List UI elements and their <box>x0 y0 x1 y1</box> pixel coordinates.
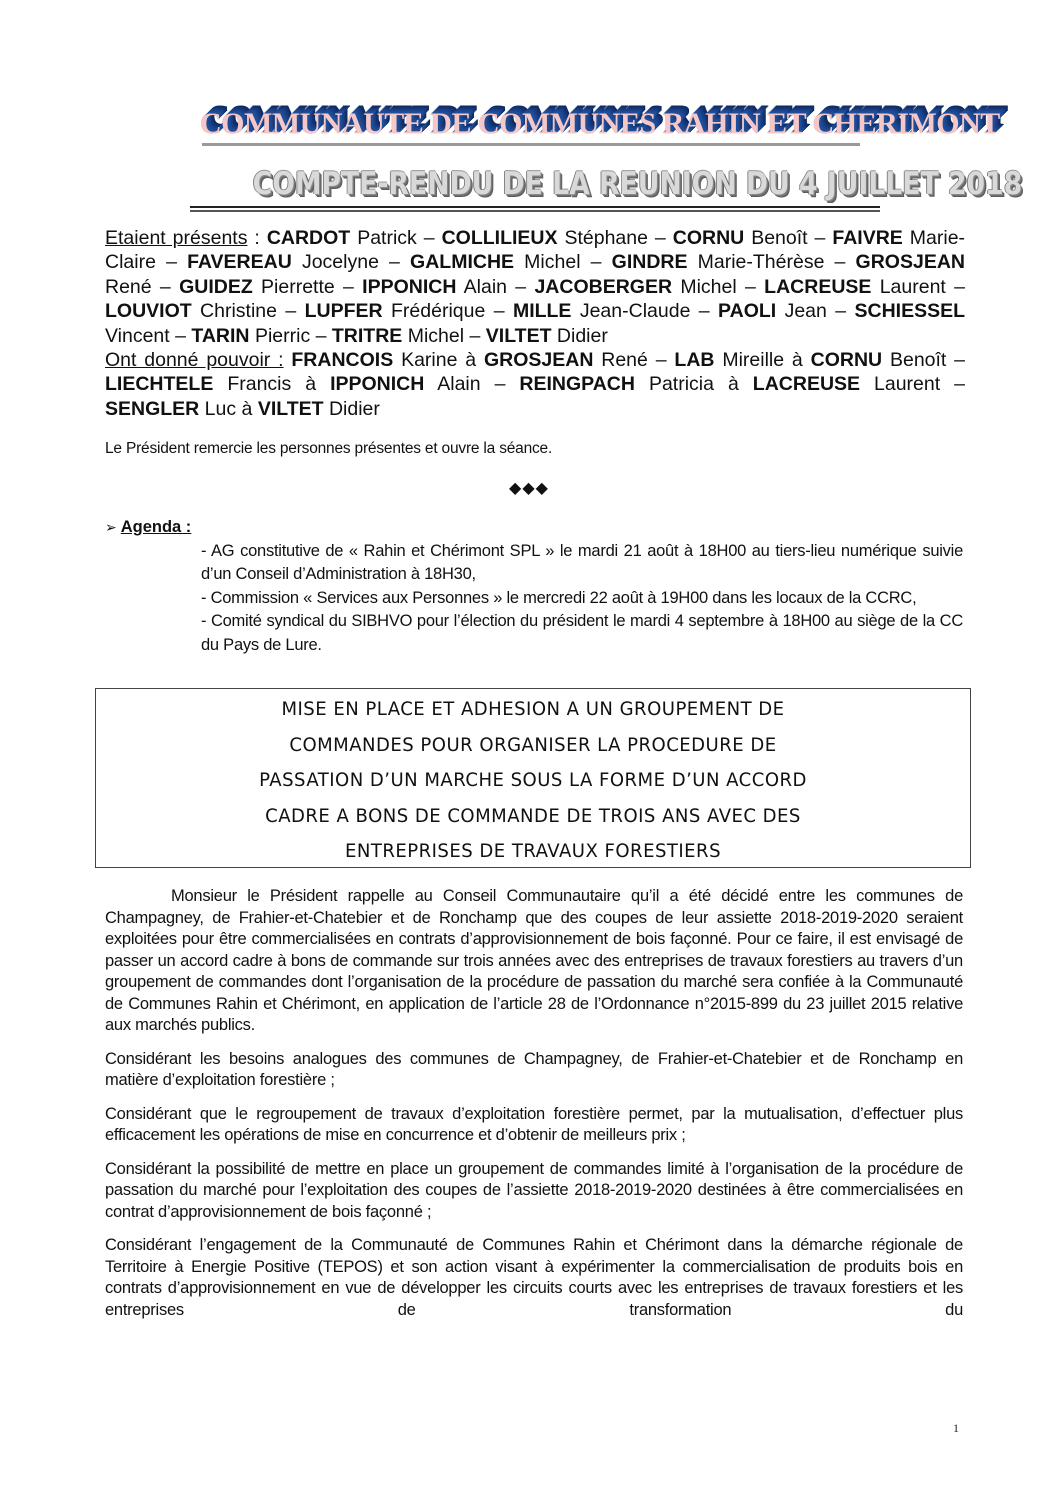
member-last-name: COLLILIEUX <box>441 227 558 249</box>
member-first-name: Patrick <box>350 227 417 249</box>
agenda-label: Agenda : <box>120 518 192 536</box>
body-paragraph: Considérant l’engagement de la Communauté de Communes Rahin et Chérimont dans la démarche régionale de Territoire à Energie Positive (TEPOS) et son action visant à expérimenter la commercialisation de produits bois en contrats d’approvisionnement en vue de développer les circuits courts avec les entreprises de travaux forestiers et les entreprises de transformation du <box>105 1236 963 1319</box>
deliberation-body <box>105 886 963 1333</box>
proxy-label: Ont donné pouvoir : <box>105 349 284 372</box>
agenda-item: - Comité syndical du SIBHVO pour l’élection du président le mardi 4 septembre à 18H00 au siège de la CC du Pays de Lure. <box>201 612 963 654</box>
member-last-name: LOUVIOT <box>105 300 192 323</box>
opening-statement: Le Président remercie les personnes présentes et ouvre la séance. <box>105 440 553 457</box>
attendance-section <box>105 226 965 421</box>
proxy-holder-first-name: Laurent <box>860 373 941 396</box>
member-first-name: Stéphane <box>557 227 648 249</box>
proxy-holder-last-name: IPPONICH <box>330 373 425 396</box>
member-first-name: Marie-Thérèse <box>687 251 825 274</box>
topic-heading-box <box>95 688 971 868</box>
agenda-item: - AG constitutive de « Rahin et Chérimont SPL » le mardi 21 août à 18H00 au tiers-lieu numérique suivie d’un Conseil d’Administration à 18H30, <box>201 541 963 583</box>
member-last-name: LUPFER <box>304 300 383 323</box>
agenda-section <box>105 516 965 657</box>
member-first-name: Vincent <box>105 324 170 347</box>
proxy-holder-last-name: LACREUSE <box>752 373 861 396</box>
proxy-giver-last-name: FRANCOIS <box>291 349 394 372</box>
proxy-holder-first-name: René <box>593 349 648 372</box>
member-last-name: MILLE <box>512 300 572 323</box>
agenda-items <box>201 540 963 658</box>
member-first-name: Jean <box>776 300 827 323</box>
member-first-name: Pierric <box>249 324 311 347</box>
topic-line: CADRE A BONS DE COMMANDE DE TROIS ANS AVEC DES <box>265 804 801 827</box>
member-last-name: FAIVRE <box>832 227 903 249</box>
proxy-giver-last-name: REINGPACH <box>519 373 635 396</box>
member-last-name: TRITRE <box>331 324 403 347</box>
proxy-holder-last-name: GROSJEAN <box>483 349 594 372</box>
proxy-list <box>105 348 965 421</box>
organization-underline <box>202 143 860 146</box>
member-first-name: Michel <box>672 275 737 298</box>
member-last-name: CARDOT <box>266 227 351 249</box>
proxy-names: FRANCOIS Karine à GROSJEAN René – LAB Mireille à CORNU Benoît – LIECHTELE Francis à IPPONICH Alain – REINGPACH Patricia à LACREUSE Laurent – SENGLER Luc à VILTET Didier <box>105 349 966 420</box>
body-paragraph: Considérant les besoins analogues des communes de Champagney, de Frahier-et-Chatebier et de Ronchamp en matière d’exploitation forestière ; <box>105 1049 963 1089</box>
proxy-giver-last-name: SENGLER <box>105 397 200 420</box>
member-last-name: LACREUSE <box>764 275 872 298</box>
organization-banner <box>200 104 1000 148</box>
proxy-giver-first-name: Mireille à <box>714 349 811 372</box>
topic-line: MISE EN PLACE ET ADHESION A UN GROUPEMENT DE <box>281 698 785 720</box>
proxy-giver-first-name: Patricia à <box>634 373 753 396</box>
proxy-giver-last-name: LIECHTELE <box>105 373 214 396</box>
member-first-name: Frédérique <box>382 300 486 323</box>
proxy-holder-first-name: Benoît <box>882 349 947 372</box>
member-first-name: Marie-Claire <box>105 227 966 274</box>
title-underline <box>190 206 880 208</box>
member-last-name: GALMICHE <box>410 251 515 274</box>
organization-name: COMMUNAUTE DE COMMUNES RAHIN ET CHERIMONT <box>200 107 1000 140</box>
arrow-bullet-icon: ➢ <box>105 519 117 535</box>
member-first-name: Benoît <box>744 227 808 249</box>
agenda-heading <box>105 516 965 540</box>
topic-line: COMMANDES POUR ORGANISER LA PROCEDURE DE <box>289 733 777 756</box>
member-last-name: TARIN <box>191 324 250 347</box>
member-first-name: Laurent <box>871 275 946 298</box>
title-banner <box>190 162 1023 214</box>
body-paragraph: Monsieur le Président rappelle au Conseil Communautaire qu’il a été décidé entre les communes de Champagney, de Frahier-et-Chatebier et de Ronchamp que des coupes de leur assiette 2018-2019-2020 seraient exploitées pour être commercialisées en contrats d’approvisionnement de bois façonné. Pour ce faire, il est envisagé de passer un accord cadre à bons de commande sur trois années avec des entreprises de travaux forestiers au travers d’un groupement de commandes dont l’organisation de la procédure de passation du marché sera confiée à la Communauté de Communes Rahin et Chérimont, en application de l’article 28 de l’Ordonnance n°2015-899 du 23 juillet 2015 relative aux marchés publics. <box>105 887 963 1034</box>
member-first-name: Christine <box>191 300 278 323</box>
proxy-giver-first-name: Karine à <box>393 349 484 372</box>
agenda-item: - Commission « Services aux Personnes » le mercredi 22 août à 19H00 dans les locaux de la CCRC, <box>201 588 917 607</box>
member-last-name: JACOBERGER <box>534 275 673 298</box>
member-last-name: CORNU <box>672 227 745 249</box>
proxy-giver-first-name: Francis à <box>213 373 331 396</box>
topic-line: ENTREPRISES DE TRAVAUX FORESTIERS <box>344 840 722 862</box>
label-colon: : <box>247 227 267 249</box>
body-paragraph: Considérant la possibilité de mettre en place un groupement de commandes limité à l’organisation de la procédure de passation du marché pour l’exploitation des coupes de l’assiette 2018-2019-2020 destinées à être commercialisées en contrat d’approvisionnement de bois façonné ; <box>105 1159 963 1221</box>
member-last-name: GINDRE <box>611 251 688 274</box>
present-list <box>105 226 965 348</box>
member-first-name: Pierrette <box>252 275 335 298</box>
member-first-name: René <box>105 275 152 298</box>
member-first-name: Didier <box>551 324 608 347</box>
proxy-holder-first-name: Didier <box>323 397 380 420</box>
member-first-name: Jocelyne <box>291 251 379 274</box>
present-label: Etaient présents <box>105 227 248 249</box>
member-last-name: PAOLI <box>718 300 777 323</box>
diamond-separator-icon: ◆◆◆ <box>509 480 549 497</box>
member-first-name: Michel <box>402 324 465 347</box>
proxy-giver-last-name: LAB <box>674 349 715 372</box>
title-underline-secondary <box>190 210 880 212</box>
member-last-name: GUIDEZ <box>179 275 253 298</box>
member-last-name: VILTET <box>485 324 552 347</box>
body-paragraph: Considérant que le regroupement de travaux d’exploitation forestière permet, par la mutualisation, d’effectuer plus efficacement les opérations de mise en concurrence et d’obtenir de meilleurs prix ; <box>105 1104 963 1144</box>
document-title: COMPTE-RENDU DE LA REUNION DU 4 JUILLET 2018 <box>252 166 1023 202</box>
proxy-holder-first-name: Alain <box>424 373 481 396</box>
member-first-name: Michel <box>514 251 581 274</box>
member-last-name: FAVEREAU <box>187 251 292 274</box>
page-number: 1 <box>953 1421 959 1435</box>
member-last-name: IPPONICH <box>362 275 457 298</box>
proxy-holder-last-name: CORNU <box>810 349 883 372</box>
member-first-name: Alain <box>456 275 508 298</box>
present-names: CARDOT Patrick – COLLILIEUX Stéphane – CORNU Benoît – FAIVRE Marie-Claire – FAVEREAU Jocelyne – GALMICHE Michel – GINDRE Marie-Thérèse – GROSJEAN René – GUIDEZ Pierrette – IPPONICH Alain – JACOBERGER Michel – LACREUSE Laurent – LOUVIOT Christine – LUPFER Frédérique – MILLE Jean-Claude – PAOLI Jean – SCHIESSEL Vincent – TARIN Pierric – TRITRE Michel – VILTET Didier <box>105 227 966 347</box>
proxy-giver-first-name: Luc à <box>199 397 258 420</box>
member-last-name: SCHIESSEL <box>854 300 966 323</box>
member-first-name: Jean-Claude <box>571 300 691 323</box>
proxy-holder-last-name: VILTET <box>257 397 324 420</box>
member-last-name: GROSJEAN <box>855 251 965 274</box>
topic-line: PASSATION D’UN MARCHE SOUS LA FORME D’UN ACCORD <box>259 769 807 791</box>
